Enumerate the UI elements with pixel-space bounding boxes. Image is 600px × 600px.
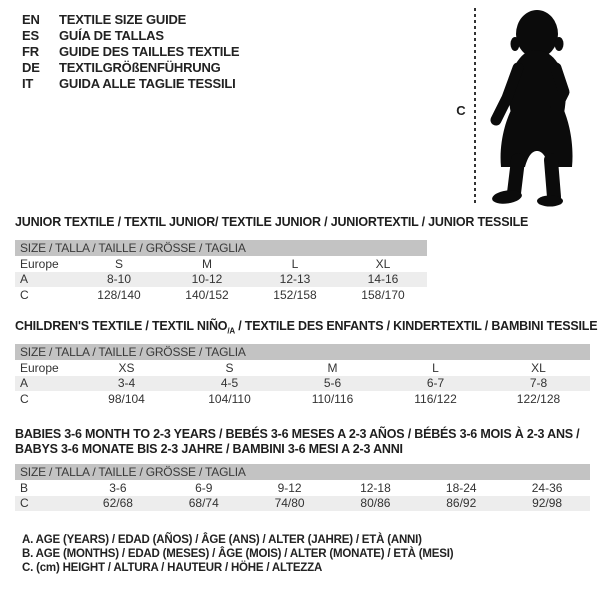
table-cell: 86/92: [446, 496, 477, 511]
table-cell: 9-12: [277, 480, 302, 495]
language-label: GUIDA ALLE TAGLIE TESSILI: [59, 76, 236, 91]
table-cell: 128/140: [97, 287, 141, 302]
table-cell: 116/122: [414, 391, 457, 406]
table-cell: 12-13: [279, 272, 311, 287]
table-cell: XL: [531, 360, 546, 375]
height-letter-label: C: [456, 103, 466, 118]
table-cell: M: [327, 360, 338, 375]
table-cell: 8-10: [106, 272, 132, 287]
row-label: A: [20, 376, 29, 391]
table-cell: S: [225, 360, 234, 375]
title-part: / TEXTILE DES ENFANTS / KINDERTEXTIL / BAMBINI TESSILE: [234, 319, 598, 333]
table-cell: 7-8: [529, 376, 548, 391]
table-cell: L: [291, 256, 299, 271]
language-row-it: [22, 76, 239, 92]
section-title: JUNIOR TEXTILE / TEXTIL JUNIOR/ TEXTILE JUNIOR / JUNIORTEXTIL / JUNIOR TESSILE: [15, 215, 529, 229]
language-label: TEXTILGRÖßENFÜHRUNG: [59, 60, 221, 75]
junior-section-title: [15, 215, 528, 230]
size-header-bar: SIZE / TALLA / TAILLE / GRÖSSE / TAGLIA: [15, 344, 590, 360]
table-cell: XS: [118, 360, 135, 375]
children-size-table: [15, 344, 590, 407]
table-cell: 68/74: [188, 496, 219, 511]
junior-size-table: [15, 240, 427, 303]
section-title-line2: BABYS 3-6 MONATE BIS 2-3 JAHRE / BAMBINI 3-6 MESI A 2-3 ANNI: [15, 441, 403, 456]
table-row-age: [15, 272, 427, 288]
table-cell: 140/152: [185, 287, 229, 302]
table-cell: 110/116: [311, 391, 354, 406]
row-label: C: [20, 496, 29, 511]
table-cell: 92/98: [532, 496, 563, 511]
row-label: B: [20, 480, 29, 495]
language-row-es: [22, 28, 239, 44]
height-dashed-line: [474, 8, 476, 206]
language-row-fr: [22, 44, 239, 60]
row-label: Europe: [20, 256, 59, 271]
language-row-de: [22, 60, 239, 76]
table-cell: 3-4: [117, 376, 136, 391]
row-label: Europe: [20, 360, 59, 375]
table-cell: 6-9: [195, 480, 213, 495]
table-row-height: [15, 287, 427, 303]
row-label: A: [20, 272, 29, 287]
footnote-height: C. (cm) HEIGHT / ALTURA / HAUTEUR / HÖHE / ALTEZZA: [22, 562, 323, 574]
table-cell: 98/104: [108, 391, 145, 406]
size-header-bar: SIZE / TALLA / TAILLE / GRÖSSE / TAGLIA: [15, 240, 427, 256]
height-measure-figure: [440, 0, 600, 212]
size-header-bar: SIZE / TALLA / TAILLE / GRÖSSE / TAGLIA: [15, 464, 590, 480]
table-cell: 158/170: [361, 287, 405, 302]
table-cell: L: [432, 360, 439, 375]
table-cell: 14-16: [367, 272, 399, 287]
table-cell: 3-6: [109, 480, 127, 495]
table-row-months: [15, 480, 590, 496]
language-code: IT: [22, 76, 34, 91]
table-cell: 18-24: [445, 480, 477, 495]
table-cell: 24-36: [531, 480, 563, 495]
table-cell: 62/68: [102, 496, 133, 511]
table-cell: 152/158: [273, 287, 317, 302]
table-row-sizes: [15, 256, 427, 272]
babies-section-title: [15, 427, 579, 456]
language-code: DE: [22, 60, 40, 75]
footnote-age-months: B. AGE (MONTHS) / EDAD (MESES) / ÂGE (MOIS) / ALTER (MONATE) / ETÀ (MESI): [22, 548, 454, 560]
baby-silhouette-icon: [482, 4, 590, 208]
language-label: TEXTILE SIZE GUIDE: [59, 12, 187, 27]
footnote-age-years: A. AGE (YEARS) / EDAD (AÑOS) / ÂGE (ANS) / ALTER (JAHRE) / ETÀ (ANNI): [22, 534, 422, 546]
language-list: [22, 12, 239, 92]
table-row-height: [15, 391, 590, 407]
table-cell: 122/128: [516, 391, 561, 406]
row-label: C: [20, 287, 29, 302]
table-cell: 5-6: [323, 376, 342, 391]
table-cell: 4-5: [220, 376, 239, 391]
language-label: GUIDE DES TAILLES TEXTILE: [59, 44, 240, 59]
language-label: GUÍA DE TALLAS: [59, 28, 164, 43]
table-cell: 80/86: [360, 496, 391, 511]
babies-size-table: [15, 464, 590, 511]
table-cell: XL: [375, 256, 391, 271]
table-cell: M: [202, 256, 212, 271]
children-section-title: [15, 319, 597, 339]
table-cell: 6-7: [426, 376, 445, 391]
table-cell: 10-12: [191, 272, 223, 287]
footnotes: [22, 533, 453, 575]
table-row-sizes: [15, 360, 590, 376]
table-row-age: [15, 376, 590, 392]
section-title: [15, 319, 597, 339]
language-code: FR: [22, 44, 39, 59]
language-row-en: [22, 12, 239, 28]
table-row-height: [15, 496, 590, 512]
row-label: C: [20, 391, 29, 406]
table-cell: 74/80: [274, 496, 305, 511]
section-title-line1: BABIES 3-6 MONTH TO 2-3 YEARS / BEBÉS 3-6 MESES A 2-3 AÑOS / BÉBÉS 3-6 MOIS À 2-3 ANS /: [15, 427, 580, 441]
title-subscript: /A: [227, 326, 235, 336]
language-code: EN: [22, 12, 40, 27]
table-cell: 104/110: [208, 391, 251, 406]
table-cell: S: [114, 256, 123, 271]
title-part: CHILDREN'S TEXTILE / TEXTIL NIÑO: [15, 319, 228, 333]
language-code: ES: [22, 28, 39, 43]
table-cell: 12-18: [360, 480, 391, 495]
